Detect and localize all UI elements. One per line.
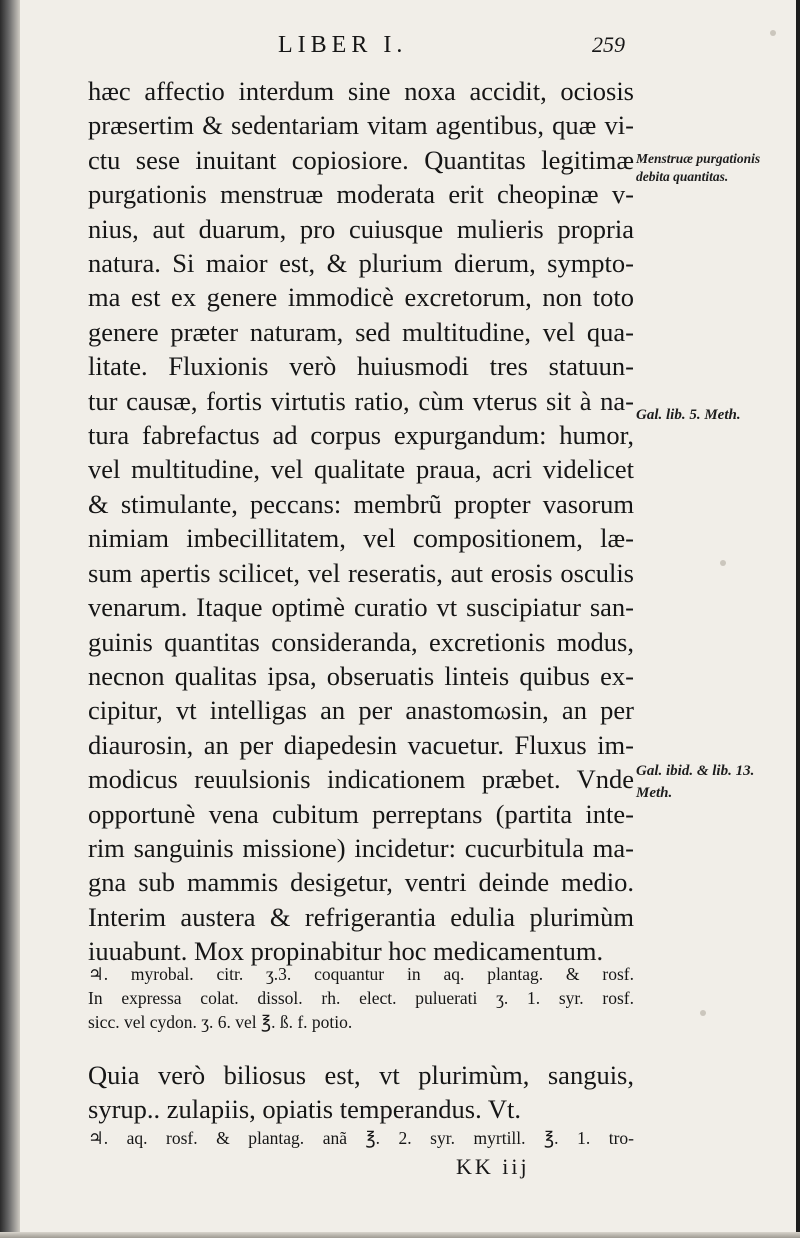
text-line: ma est ex genere immodicè excretorum, non toto [88,282,634,313]
text-line: purgationis menstruæ moderata erit cheopinæ v- [88,179,634,210]
text-line: Interim austera & refrigerantia edulia plurimùm [88,901,634,932]
text-line: nius, aut duarum, pro cuiusque mulieris propria [88,213,634,244]
text-line: & stimulante, peccans: membrũ propter vasorum [88,488,634,519]
text-line: genere præter naturam, sed multitudine, vel qua- [88,316,634,347]
recipe-block-1 [88,962,634,1034]
paper-speck [700,1010,706,1016]
text-line: necnon qualitas ipsa, obseruatis linteis quibus ex- [88,660,634,691]
text-line: gna sub mammis desigetur, ventri deinde medio. [88,867,634,898]
text-line: vel multitudine, vel qualitate praua, acri videlicet [88,454,634,485]
text-line: modicus reuulsionis indicationem præbet. Vnde [88,764,634,795]
text-line: ctu sese inuitant copiosiore. Quantitas legitimæ [88,144,634,175]
marginal-note-galen-ref-2: Gal. ibid. & lib. 13. Meth. [636,763,755,801]
paragraph-2 [88,1058,634,1126]
text-line: rim sanguinis missione) incidetur: cucurbitula ma- [88,832,634,863]
text-line: nimiam imbecillitatem, vel compositionem, læ- [88,523,634,554]
text-line: cipitur, vt intelligas an per anastomωsin, an per [88,695,634,726]
page-right-edge [796,0,800,1238]
page-gutter-shadow [0,0,20,1238]
text-line: hæc affectio interdum sine noxa accidit, ociosis [88,76,634,106]
main-text-block [88,74,634,969]
recipe-line: sicc. vel cydon. ʒ. 6. vel ℥. ß. f. potio. [88,1012,353,1032]
text-line: iuuabunt. Mox propinabitur hoc medicamentum. [88,936,604,967]
text-line: natura. Si maior est, & plurium dierum, sympto- [88,248,634,279]
recipe-line: In expressa colat. dissol. rh. elect. puluerati ʒ. 1. syr. rosf. [88,988,634,1008]
text-line: opportunè vena cubitum perreptans (partita inte- [88,798,634,829]
text-line: Quia verò biliosus est, vt plurimùm, sanguis, [88,1060,634,1090]
marginal-note-menstrual-quantity: Menstruæ purgationis debita quantitas. [636,151,761,184]
text-line: litate. Fluxionis verò huiusmodi tres statuun- [88,351,634,382]
recipe-line: ♃. myrobal. citr. ʒ.3. coquantur in aq. plantag. & rosf. [88,964,634,984]
text-line: syrup.. zulapiis, opiatis temperandus. Vt. [88,1094,522,1124]
paper-speck [770,30,776,36]
text-line: sum apertis scilicet, vel reseratis, aut erosis osculis [88,557,634,588]
running-head: LIBER I. [278,32,408,58]
recipe-line: ♃. aq. rosf. & plantag. anã ℥. 2. syr. myrtill. ℥. 1. tro- [88,1128,634,1148]
text-line: diaurosin, an per diapedesin vacuetur. Fluxus im- [88,729,634,760]
text-line: tur causæ, fortis virtutis ratio, cùm vterus sit à na- [88,385,634,416]
text-line: præsertim & sedentariam vitam agentibus, quæ vi- [88,110,634,141]
catchword-signature: KK iij [456,1154,530,1179]
text-line: tura fabrefactus ad corpus expurgandum: humor, [88,420,634,451]
text-line: venarum. Itaque optimè curatio vt suscipiatur san- [88,592,634,623]
page-bottom-edge [0,1232,800,1238]
marginal-note-galen-ref-1: Gal. lib. 5. Meth. [636,407,741,423]
recipe-block-2 [88,1126,634,1150]
page-number: 259 [592,32,625,57]
text-line: guinis quantitas consideranda, excretionis modus, [88,626,634,657]
paper-speck [720,560,726,566]
